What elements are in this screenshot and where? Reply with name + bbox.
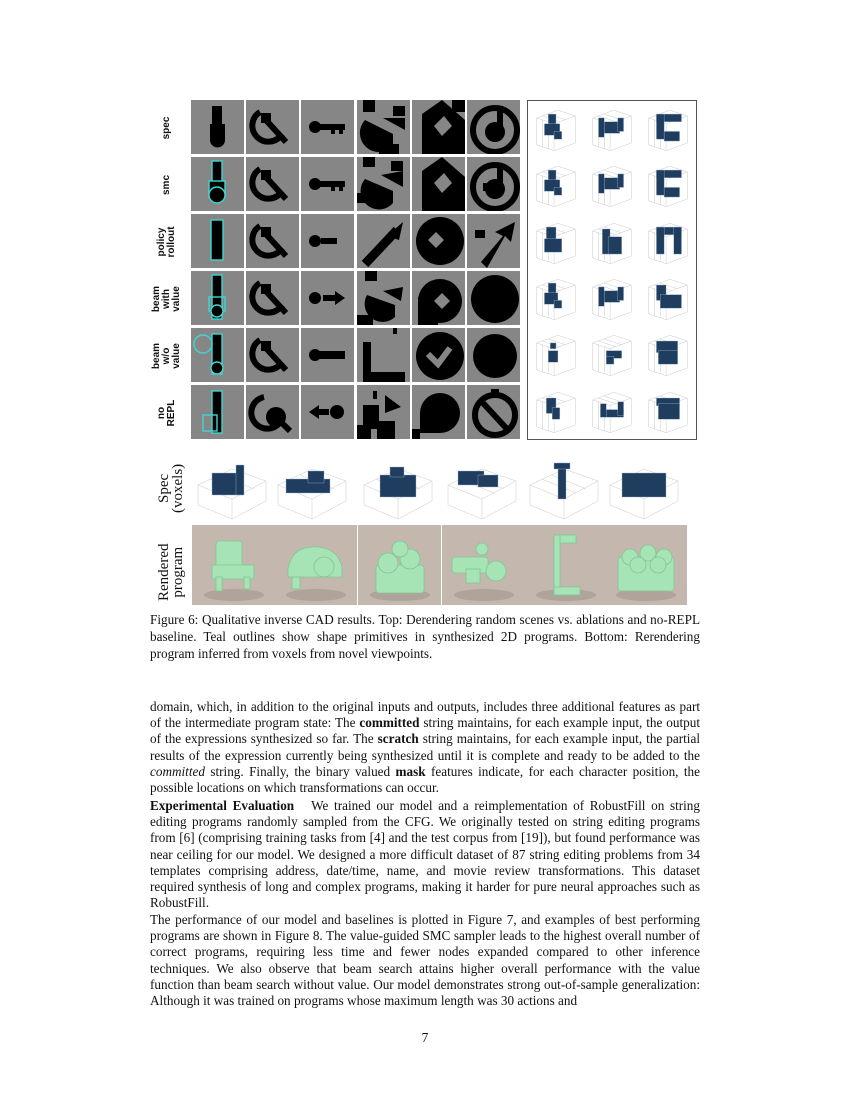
row-label-spec: spec [161, 116, 172, 140]
smc-cell [412, 157, 465, 211]
spec-cell [301, 100, 354, 154]
beam-with-value-cell [301, 271, 354, 325]
beam-without-value-cell [301, 328, 354, 382]
figure-bottom-rerendering [150, 455, 685, 605]
policy-rollout-cell [412, 214, 465, 268]
spec-voxel-thumbnail [192, 455, 272, 521]
spec-voxel-thumbnail [604, 455, 684, 521]
policy-rollout-cell [357, 214, 410, 268]
voxel-thumbnail [585, 158, 639, 213]
no-repl-cell [191, 385, 244, 439]
voxel-thumbnail [585, 215, 639, 270]
voxel-thumbnail [641, 384, 695, 439]
row-label-beam-with-value: beam with value [151, 285, 182, 313]
spec-voxel-thumbnail [358, 455, 438, 521]
voxel-thumbnail [529, 158, 583, 213]
voxel-thumbnail [585, 271, 639, 326]
rendered-program-image [358, 525, 441, 605]
spec-cell [467, 100, 520, 154]
no-repl-cell [467, 385, 520, 439]
voxel-thumbnail [641, 215, 695, 270]
paragraph-experimental-evaluation: Experimental Evaluation We trained our model and a reimplementation of RobustFill on string editing programs randomly sampled from the CFG. We originally tested on string editing programs from [6] (comprising training tasks from [4] and the test corpus from [19]), but found performance was near ceiling for our model. We designed a more difficult dataset of 87 string editing problems from 34 templates comprising address, date/time, name, and movie review transformations. This dataset required synthesis of long and complex programs, making it harder for pure neural approaches such as RobustFill. [150, 798, 700, 911]
voxel-thumbnail [529, 102, 583, 157]
beam-without-value-cell [412, 328, 465, 382]
voxel-thumbnail [529, 384, 583, 439]
beam-without-value-cell [467, 328, 520, 382]
smc-cell [246, 157, 299, 211]
beam-with-value-cell [357, 271, 410, 325]
beam-with-value-cell [412, 271, 465, 325]
paragraph-domain-features: domain, which, in addition to the original inputs and outputs, includes three additional features as part of the intermediate program state: The committed string maintains, for each example input, the output of the expressions synthesized so far. The scratch string maintains, for each example input, the partial results of the expression currently being synthesized until it is complete and ready to be added to the committed string. Finally, the binary valued mask features indicate, for each character position, the possible locations on which transformations can occur. [150, 699, 700, 796]
beam-without-value-cell [246, 328, 299, 382]
spec-cell [191, 100, 244, 154]
beam-with-value-cell [191, 271, 244, 325]
figure-caption: Figure 6: Qualitative inverse CAD results. Top: Derendering random scenes vs. ablations and no-REPL baseline. Teal outlines show shape primitives in synthesized 2D programs. Bottom: Rerendering program inferred from voxels from novel viewpoints. [150, 612, 700, 661]
no-repl-cell [301, 385, 354, 439]
section-heading: Experimental Evaluation [150, 798, 295, 813]
no-repl-cell [357, 385, 410, 439]
voxel-thumbnail [585, 102, 639, 157]
spec-cell [357, 100, 410, 154]
page-number: 7 [421, 1030, 429, 1045]
beam-with-value-cell [246, 271, 299, 325]
row-label-smc: smc [161, 174, 172, 196]
rendered-program-image [604, 525, 687, 605]
smc-cell [191, 157, 244, 211]
beam-without-value-cell [191, 328, 244, 382]
row-label-no-repl: no REPL [156, 399, 177, 427]
rendered-program-image [274, 525, 357, 605]
policy-rollout-cell [467, 214, 520, 268]
spec-voxel-thumbnail [442, 455, 522, 521]
spec-cell [412, 100, 465, 154]
beam-without-value-cell [357, 328, 410, 382]
voxel-thumbnail [585, 384, 639, 439]
rendered-program-image [524, 525, 607, 605]
rendered-program-image [442, 525, 525, 605]
voxel-thumbnail [641, 271, 695, 326]
smc-cell [357, 157, 410, 211]
policy-rollout-cell [301, 214, 354, 268]
voxel-thumbnail [641, 327, 695, 382]
smc-cell [467, 157, 520, 211]
figure-top-derendering [145, 100, 700, 440]
row-label-beam-without-value: beam w/o value [151, 342, 182, 370]
voxel-thumbnail [529, 271, 583, 326]
policy-rollout-cell [246, 214, 299, 268]
beam-with-value-cell [467, 271, 520, 325]
row-label-rendered-program: Rendered program [156, 543, 186, 601]
voxel-thumbnail [641, 102, 695, 157]
voxel-3d-panel [527, 100, 697, 440]
row-label-policy-rollout: policy rollout [156, 226, 177, 258]
voxel-thumbnail [641, 158, 695, 213]
policy-rollout-cell [191, 214, 244, 268]
voxel-thumbnail [529, 215, 583, 270]
no-repl-cell [246, 385, 299, 439]
row-label-spec-voxels: Spec (voxels) [156, 463, 186, 513]
smc-cell [301, 157, 354, 211]
spec-voxel-thumbnail [272, 455, 352, 521]
no-repl-cell [412, 385, 465, 439]
spec-voxel-thumbnail [524, 455, 604, 521]
voxel-thumbnail [529, 327, 583, 382]
spec-cell [246, 100, 299, 154]
paragraph-performance: The performance of our model and baselines is plotted in Figure 7, and examples of best performing programs are shown in Figure 8. The value-guided SMC sampler leads to the highest overall number of correct programs, requiring less time and fewer nodes expanded compared to other inference techniques. We also observe that beam search attains higher overall performance with the value function than beam search without value. Our model demonstrates strong out-of-sample generalization: Although it was trained on programs whose maximum length was 30 actions and [150, 912, 700, 1009]
rendered-program-image [192, 525, 275, 605]
voxel-thumbnail [585, 327, 639, 382]
